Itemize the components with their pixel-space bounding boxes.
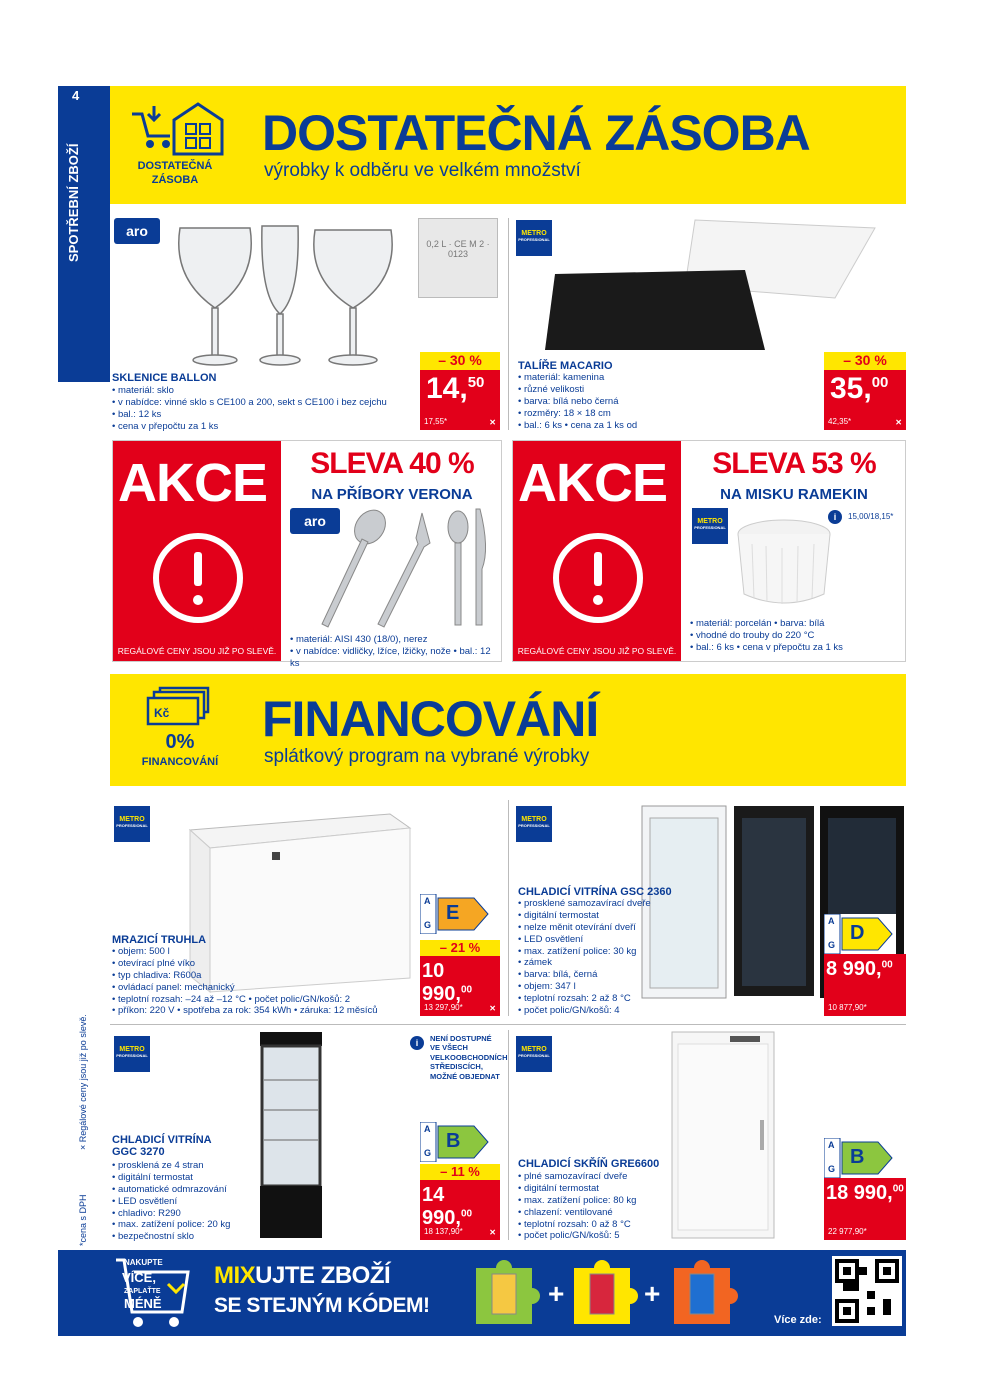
desc-line: • max. zatížení police: 80 kg — [518, 1194, 637, 1206]
desc-line: • LED osvětlení — [518, 933, 584, 945]
metro-brand-logo: METRO PROFESSIONAL — [516, 806, 552, 842]
old-price: 10 877,90* — [828, 1003, 867, 1012]
price-value — [824, 954, 906, 985]
discount-badge: – 30 % — [420, 352, 500, 370]
old-price: 13 297,90* — [424, 1003, 463, 1012]
desc-line: • digitální termostat — [112, 1171, 193, 1183]
energy-top: A — [424, 1124, 431, 1134]
desc-line: • objem: 500 l — [112, 946, 170, 957]
price-main: 14, — [426, 372, 468, 405]
desc-line: • cena v přepočtu za 1 ks — [112, 420, 219, 432]
desc-line: • digitální termostat — [518, 1182, 599, 1194]
desc-line: • chlazení: ventilované — [518, 1206, 613, 1218]
price-main: 10 990, — [422, 960, 461, 1005]
desc-line: • plné samozavírací dveře — [518, 1171, 628, 1182]
price-box-cabinet — [824, 1178, 906, 1240]
metro-brand-logo: METRO PROFESSIONAL — [516, 1036, 552, 1072]
product-title-glass: SKLENICE BALLON — [112, 372, 217, 384]
price-decimal: 00 — [460, 1208, 473, 1220]
desc-line: • automatické odmrazování — [112, 1183, 227, 1195]
product-title-cabinet: CHLADICÍ SKŘÍŇ GRE6600 — [518, 1158, 660, 1170]
badge-line-4: MÉNĚ — [124, 1296, 162, 1311]
product-desc-showcase — [518, 898, 718, 1017]
product-title-freezer: MRAZICÍ TRUHLA — [112, 934, 207, 946]
promo-discount-title: SLEVA 53 % — [712, 447, 876, 480]
ramekin-product-image — [734, 514, 834, 610]
desc-line: • bal.: 6 ks • cena v přepočtu za 1 ks — [690, 641, 843, 653]
note-line: VELKOOBCHODNÍCH — [430, 1052, 508, 1062]
footer-mix-title — [214, 1262, 390, 1290]
column-divider — [508, 800, 509, 1016]
mix-accent: MIX — [214, 1262, 256, 1289]
energy-label — [824, 914, 896, 954]
note-line: STŘEDISCÍCH, — [430, 1062, 483, 1072]
plus-sign: + — [644, 1278, 661, 1309]
metro-brand-logo — [692, 508, 728, 544]
note-line: MOŽNÉ OBJEDNAT — [430, 1071, 500, 1081]
footer-mix-subtitle: SE STEJNÝM KÓDEM! — [214, 1294, 430, 1317]
note-line: NENÍ DOSTUPNÉ — [430, 1034, 492, 1043]
energy-grade: E — [446, 902, 460, 924]
desc-line: • barva: bílá, černá — [518, 969, 598, 981]
promo-regal-note: REGÁLOVÉ CENY JSOU JIŽ PO SLEVĚ. — [117, 646, 277, 656]
old-price: 22 977,90* — [828, 1227, 867, 1236]
section-title-stock: DOSTATEČNÁ ZÁSOBA — [262, 105, 810, 161]
energy-top: A — [828, 1140, 835, 1150]
price-box-showcase — [824, 954, 906, 1016]
section-subtitle-stock: výrobky k odběru ve velkém množství — [264, 160, 581, 181]
more-info-label: Více zde: — [774, 1314, 822, 1326]
discount-badge: – 11 % — [420, 1164, 500, 1180]
financing-icon-label: FINANCOVÁNÍ — [141, 756, 219, 768]
price-value — [420, 956, 500, 1010]
promo-info-price: 15,00/18,15* — [848, 512, 894, 521]
energy-top: A — [828, 916, 835, 926]
close-mark-icon: ✕ — [489, 1228, 496, 1237]
metro-brand-logo: METRO PROFESSIONAL — [114, 1036, 150, 1072]
price-decimal: 00 — [871, 374, 889, 391]
discount-badge: – 21 % — [420, 940, 500, 956]
desc-line: • typ chladiva: R600a — [112, 969, 202, 981]
shopping-cart-badge — [112, 1254, 192, 1332]
price-value — [420, 370, 500, 408]
promo-label: AKCE — [118, 453, 268, 513]
price-value — [824, 370, 906, 408]
desc-line: • LED osvětlení — [112, 1195, 178, 1207]
close-mark-icon: ✕ — [489, 1004, 496, 1013]
info-icon: i — [828, 510, 842, 524]
desc-line: • vhodné do trouby do 220 °C — [690, 629, 815, 641]
aro-brand-logo: aro — [290, 508, 340, 534]
page-number: 4 — [72, 88, 80, 103]
product-desc-freezer — [112, 946, 412, 1017]
desc-line: • digitální termostat — [518, 909, 599, 921]
energy-label — [420, 894, 490, 934]
price-box-glass — [420, 352, 500, 430]
desc-line: • chladivo: R290 — [112, 1207, 181, 1219]
info-icon: i — [410, 1036, 424, 1050]
plus-sign: + — [548, 1278, 565, 1309]
promo-regal-note: REGÁLOVÉ CENY JSOU JIŽ PO SLEVĚ. — [517, 646, 677, 656]
discount-badge: – 30 % — [824, 352, 906, 370]
desc-line: • materiál: porcelán • barva: bílá — [690, 618, 825, 629]
desc-line: • rozměry: 18 × 18 cm — [518, 407, 611, 419]
desc-line: • nelze měnit otevírání dveří — [518, 921, 636, 933]
price-box-plates — [824, 352, 906, 430]
desc-line: • max. zatížení police: 20 kg — [112, 1219, 231, 1231]
desc-line: • prosklené samozavírací dveře — [518, 898, 651, 909]
desc-line: • materiál: AISI 430 (18/0), nerez — [290, 634, 428, 645]
desc-line: • barva: bílá nebo černá — [518, 395, 619, 407]
desc-line: • objem: 347 l — [518, 981, 576, 993]
column-divider — [508, 1030, 509, 1240]
energy-bottom: G — [828, 940, 836, 950]
promo-desc-cutlery — [290, 634, 500, 670]
side-category-title — [66, 212, 81, 262]
stock-icon-label-1: DOSTATEČNÁ — [137, 160, 213, 172]
promo-discount-subtitle: NA MISKU RAMEKIN — [720, 486, 868, 503]
side-note-vat: *cena s DPH — [78, 1194, 88, 1246]
availability-note — [430, 1034, 510, 1081]
price-value — [420, 1180, 500, 1234]
note-line: VE VŠECH — [430, 1043, 468, 1053]
money-stack-icon — [146, 686, 210, 726]
promo-label: AKCE — [518, 453, 668, 513]
warehouse-icon — [128, 100, 228, 156]
metro-text: METRO — [521, 230, 547, 237]
title-line: GGC 3270 — [112, 1146, 165, 1158]
desc-line: • materiál: sklo — [112, 385, 174, 396]
price-box-freezer — [420, 940, 500, 1016]
price-box-vitrine — [420, 1164, 500, 1240]
badge-line-2: VÍCE, — [122, 1270, 156, 1285]
price-main: 14 990, — [422, 1184, 461, 1229]
product-desc-glass — [112, 385, 412, 433]
column-divider — [508, 218, 509, 430]
exclamation-icon — [150, 530, 246, 626]
product-desc-vitrine — [112, 1160, 262, 1243]
qr-code[interactable] — [832, 1256, 902, 1326]
financing-icon-percent: 0% — [165, 731, 195, 753]
promo-discount-subtitle: NA PŘÍBORY VERONA — [311, 486, 473, 503]
section-subtitle-financing: splátkový program na vybrané výrobky — [264, 746, 590, 767]
metro-brand-logo: METRO PROFESSIONAL — [114, 806, 150, 842]
product-title-plates: TALÍŘE MACARIO — [518, 360, 613, 372]
desc-line: • zámek — [518, 957, 552, 969]
title-line: CHLADICÍ VITRÍNA — [112, 1134, 212, 1146]
desc-line: • v nabídce: vidličky, lžíce, lžičky, nože • bal.: 12 ks — [290, 645, 491, 669]
price-decimal: 50 — [467, 374, 485, 391]
old-price: 42,35* — [828, 417, 852, 426]
product-desc-cabinet — [518, 1171, 668, 1242]
stock-icon-label-2: ZÁSOBA — [151, 174, 199, 186]
desc-line: • prosklená ze 4 stran — [112, 1160, 204, 1171]
product-title-showcase: CHLADICÍ VITRÍNA GSC 2360 — [518, 886, 672, 898]
desc-line: • v nabídce: vinné sklo s CE100 a 200, sekt s CE100 i bez cejchu — [112, 396, 387, 408]
row-divider — [110, 1024, 906, 1025]
plates-product-image — [535, 218, 885, 358]
badge-line-1: NAKUPTE — [124, 1258, 163, 1267]
desc-line: • bal.: 6 ks • cena za 1 ks od — [518, 419, 638, 431]
cabinet-product-image — [670, 1030, 776, 1240]
aro-brand-logo: aro — [114, 218, 160, 244]
desc-line: • bal.: 12 ks — [112, 408, 162, 420]
energy-bottom: G — [424, 1148, 432, 1158]
price-main: 18 990, — [826, 1182, 893, 1204]
puzzle-products-image — [470, 1256, 740, 1332]
promo-desc-ramekin — [690, 618, 904, 654]
mix-rest: UJTE ZBOŽÍ — [255, 1262, 391, 1289]
price-decimal: 00 — [460, 984, 473, 996]
old-price: 18 137,90* — [424, 1227, 463, 1236]
product-title-vitrine — [112, 1134, 212, 1158]
price-decimal: 00 — [881, 959, 893, 971]
energy-grade: B — [446, 1130, 461, 1152]
exclamation-icon — [550, 530, 646, 626]
energy-grade: D — [850, 922, 865, 944]
energy-label — [420, 1122, 490, 1162]
desc-line: • počet polic/GN/košů: 5 — [518, 1230, 620, 1242]
desc-line: • teplotní rozsah: –24 až –12 °C • počet polic/GN/košů: 2 — [112, 993, 351, 1005]
desc-line: • příkon: 220 V • spotřeba za rok: 354 kWh • záruka: 12 měsíců — [112, 1005, 378, 1017]
desc-line: • různé velikosti — [518, 383, 585, 395]
glass-stamp-image: 0,2 L · CE M 2 · 0123 — [418, 218, 498, 298]
cutlery-product-image — [310, 505, 500, 630]
old-price: 17,55* — [424, 417, 448, 426]
metro-sub: PROFESSIONAL — [694, 525, 726, 530]
close-mark-icon: ✕ — [895, 418, 902, 427]
price-decimal: 00 — [892, 1183, 904, 1195]
price-main: 8 990, — [826, 958, 882, 980]
desc-line: • materiál: kamenina — [518, 372, 605, 383]
price-value — [824, 1178, 906, 1209]
metro-sub: PROFESSIONAL — [518, 237, 550, 242]
close-mark-icon: ✕ — [489, 418, 496, 427]
energy-label — [824, 1138, 896, 1178]
energy-bottom: G — [828, 1164, 836, 1174]
energy-bottom: G — [424, 920, 432, 930]
desc-line: • max. zatížení police: 30 kg — [518, 945, 637, 957]
glass-product-image — [170, 218, 410, 368]
desc-line: • ovládací panel: mechanický — [112, 981, 235, 993]
energy-top: A — [424, 896, 431, 906]
currency-text: Kč — [154, 706, 170, 720]
desc-line: • teplotní rozsah: 0 až 8 °C — [518, 1218, 631, 1230]
desc-line: • otevírací plné víko — [112, 957, 196, 969]
energy-grade: B — [850, 1146, 865, 1168]
desc-line: • teplotní rozsah: 2 až 8 °C — [518, 993, 631, 1004]
desc-line: • počet polic/GN/košů: 4 — [518, 1004, 620, 1016]
promo-discount-title: SLEVA 40 % — [310, 447, 474, 480]
section-title-financing: FINANCOVÁNÍ — [262, 691, 599, 747]
vitrine-product-image — [258, 1030, 324, 1240]
desc-line: • bezpečnostní sklo — [112, 1231, 195, 1243]
side-note-regal: × Regálové ceny jsou již po slevě. — [78, 1014, 88, 1150]
product-desc-plates — [518, 372, 808, 431]
metro-text: METRO — [697, 518, 723, 525]
price-main: 35, — [830, 372, 872, 405]
badge-line-3: ZAPLAŤTE — [124, 1288, 161, 1295]
